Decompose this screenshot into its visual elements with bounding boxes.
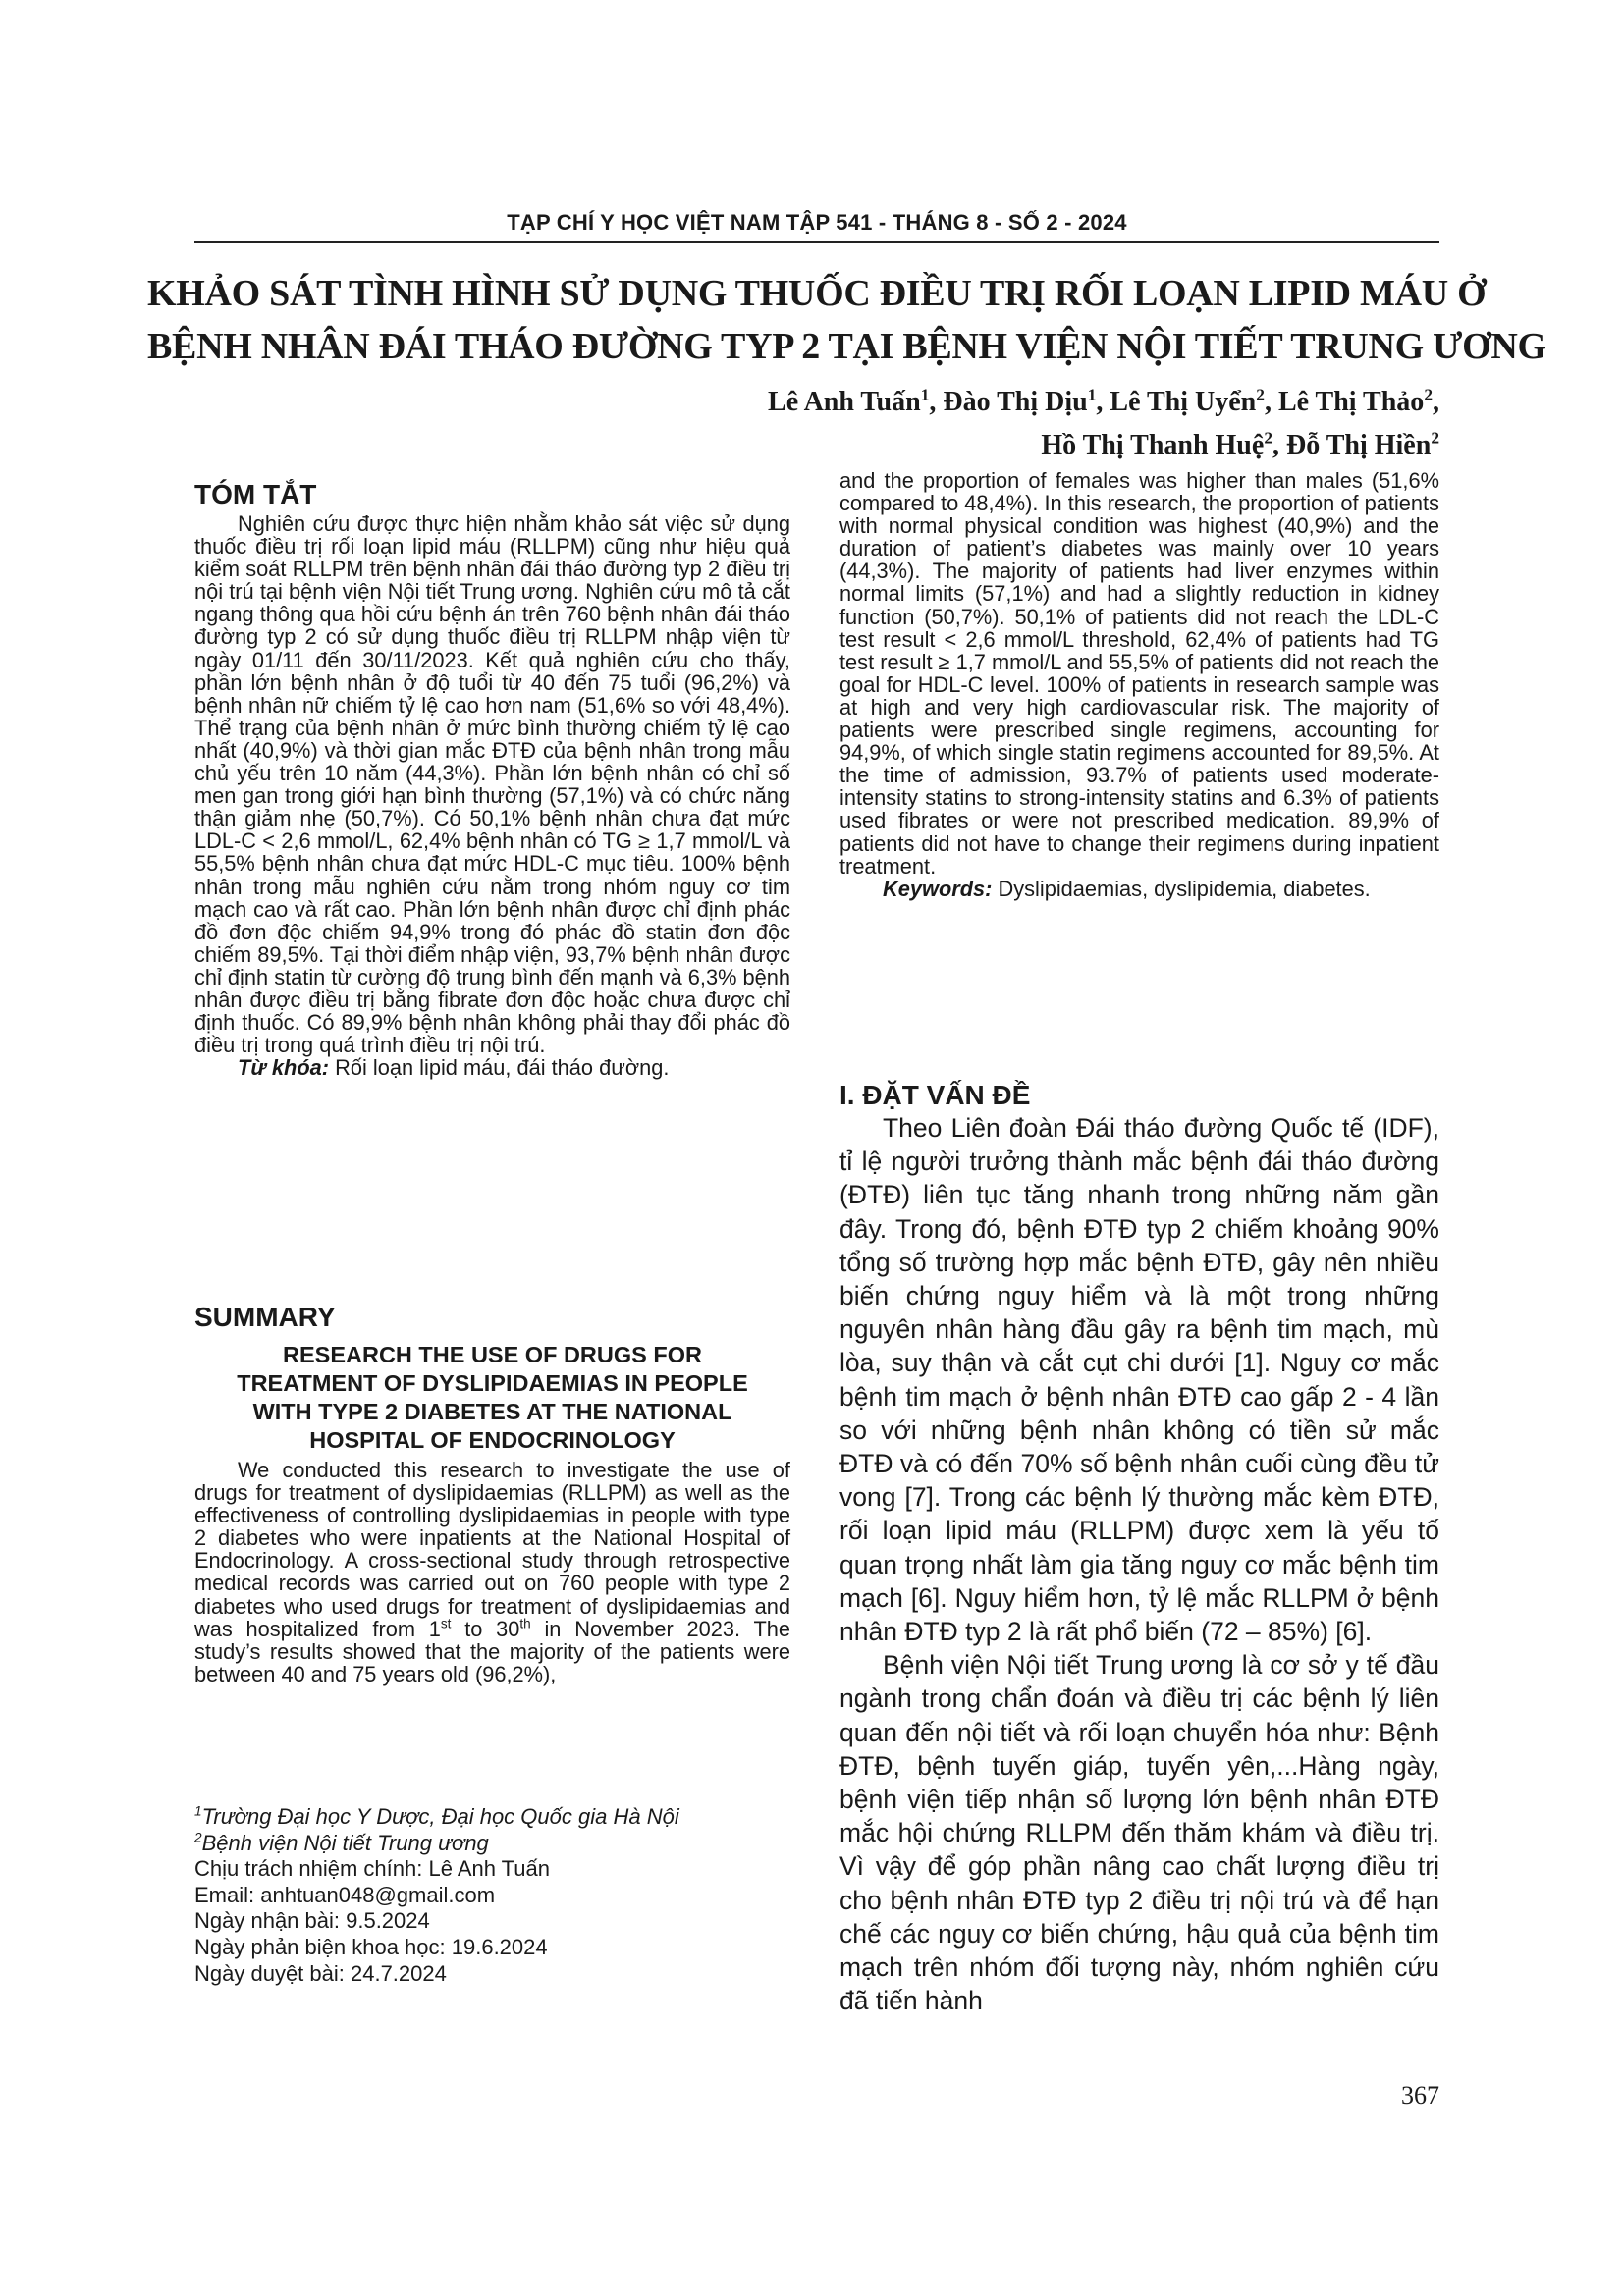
journal-running-header: TẠP CHÍ Y HỌC VIỆT NAM TẬP 541 - THÁNG 8 - SỐ 2 - 2024 — [507, 210, 1127, 235]
superscript: st — [440, 1616, 452, 1631]
page-number: 367 — [1401, 2081, 1439, 2109]
summary-body-right — [839, 469, 1439, 900]
affiliation-text: Bệnh viện Nội tiết Trung ương — [201, 1830, 489, 1855]
summary-title-line: WITH TYPE 2 DIABETES AT THE NATIONAL — [252, 1399, 732, 1424]
abstract-vi-body: Nghiên cứu được thực hiện nhằm khảo sát việc sử dụng thuốc điều trị rối loạn lipid máu (RLLPM) cũng như hiệu quả kiểm soát RLLPM trên bệnh nhân đái tháo đường typ 2 điều trị nội trú tại bệnh viện Nội tiết Trung ương. Nghiên cứu mô tả cắt ngang thông qua hồi cứu bệnh án trên 760 bệnh nhân đái tháo đường typ 2 có sử dụng thuốc điều trị RLLPM nhập viện từ ngày 01/11 đến 30/11/2023. Kết quả nghiên cứu cho thấy, phần lớn bệnh nhân ở độ tuổi từ 40 đến 75 tuổi (96,2%) và bệnh nhân nữ chiếm tỷ lệ cao hơn nam (51,6% so với 48,4%). Thể trạng của bệnh nhân ở mức bình thường chiếm tỷ lệ cao nhất (40,9%) và thời gian mắc ĐTĐ của bệnh nhân trong mẫu chủ yếu trên 10 năm (44,3%). Phần lớn bệnh nhân có chỉ số men gan trong giới hạn bình thường (57,1%) và có chức năng thận giảm nhẹ (50,7%). Có 50,1% bệnh nhân chưa đạt mức LDL-C < 2,6 mmol/L, 62,4% bệnh nhân có TG ≥ 1,7 mmol/L và 55,5% bệnh nhân chưa đạt mức HDL-C mục tiêu. 100% bệnh nhân trong mẫu nghiên cứu nằm trong nhóm nguy cơ tim mạch cao và rất cao. Phần lớn bệnh nhân được chỉ định phác đồ đơn độc chiếm 94,9% trong đó phác đồ statin đơn độc chiếm 89,5%. Tại thời điểm nhập viện, 93,7% bệnh nhân được chỉ định statin từ cường độ trung bình đến mạnh và 6,3% bệnh nhân được điều trị bằng fibrate đơn độc hoặc chưa được chỉ định thuốc. Có 89,9% bệnh nhân không phải thay đổi phác đồ điều trị trong quá trình điều trị nội trú. — [194, 511, 790, 1058]
author-line-end: , — [1433, 387, 1439, 417]
affiliation-mark: 1 — [194, 1803, 202, 1819]
summary-heading: SUMMARY — [194, 1302, 336, 1332]
author-name: Đào Thị Dịu — [943, 387, 1088, 417]
abstract-vi — [194, 512, 790, 1079]
author-separator: , — [1272, 430, 1286, 460]
summary-text: We conducted this research to investigate the use of drugs for treatment of dyslipidaemias (RLLPM) as well as the effectiveness of controlling dyslipidaemias in people with type 2 diabetes who were inpatients at the National Hospital of Endocrinology. A cross-sectional study through retrospective medical records was carried out on 760 people with type 2 diabetes who used drugs for treatment of dyslipidaemias and was hospitalized from 1 — [194, 1458, 790, 1641]
date-received: Ngày nhận bài: 9.5.2024 — [194, 1908, 430, 1934]
date-reviewed: Ngày phản biện khoa học: 19.6.2024 — [194, 1934, 548, 1959]
affiliation-mark: 1 — [920, 385, 930, 404]
intro-body — [839, 1111, 1439, 2017]
affiliation-mark: 2 — [194, 1830, 202, 1845]
affiliation-2 — [194, 1831, 803, 1857]
abstract-vi-keywords — [194, 1056, 790, 1079]
affiliation-mark: 2 — [1424, 385, 1433, 404]
author-line-2 — [768, 424, 1439, 467]
keywords-text: Rối loạn lipid máu, đái tháo đường. — [329, 1055, 670, 1081]
keywords-label: Keywords: — [883, 876, 993, 901]
author-separator: , — [929, 387, 944, 417]
title-line-1: KHẢO SÁT TÌNH HÌNH SỬ DỤNG THUỐC ĐIỀU TRỊ RỐI LOẠN LIPID MÁU Ở — [147, 273, 1487, 314]
summary-title-line: RESEARCH THE USE OF DRUGS FOR — [283, 1342, 702, 1367]
title-line-2: BỆNH NHÂN ĐÁI THÁO ĐƯỜNG TYP 2 TẠI BỆNH VIỆN NỘI TIẾT TRUNG ƯƠNG — [147, 326, 1546, 367]
author-separator: , — [1264, 387, 1278, 417]
abstract-heading: TÓM TẮT — [194, 479, 317, 509]
author-name: Lê Thị Thảo — [1277, 387, 1425, 417]
date-accepted: Ngày duyệt bài: 24.7.2024 — [194, 1960, 447, 1986]
intro-paragraph-2: Bệnh viện Nội tiết Trung ương là cơ sở y tế đầu ngành trong chẩn đoán và điều trị các bệnh lý liên quan đến nội tiết và rối loạn chuyển hóa như: Bệnh ĐTĐ, bệnh tuyến giáp, tuyến yên,...Hàng ngày, bệnh viện tiếp nhận số lượng lớn bệnh nhân ĐTĐ mắc hội chứng RLLPM đến thăm khám và điều trị. Vì vậy để góp phần nâng cao chất lượng điều trị cho bệnh nhân ĐTĐ typ 2 điều trị nội trú và để hạn chế các nguy cơ biến chứng, hậu quả của bệnh tim mạch trên nhóm đối tượng này, nhóm nghiên cứu đã tiến hành — [839, 1650, 1439, 2016]
affiliation-1 — [194, 1804, 803, 1831]
author-list — [768, 381, 1439, 467]
header-divider — [194, 241, 1439, 243]
summary-body-left — [194, 1459, 790, 1685]
affiliation-mark: 2 — [1264, 428, 1272, 448]
summary-paragraph-continued: and the proportion of females was higher than males (51,6% compared to 48,4%). In this research, the proportion of patients with normal physical condition was highest (40,9%) and the duration of patient’s diabetes was mainly over 10 years (44,3%). The majority of patients had liver enzymes within normal limits (57,1%) and had a slightly reduction in kidney function (50,7%). 50,1% of patients did not reach the LDL-C test result < 2,6 mmol/L threshold, 62,4% of patients had TG test result ≥ 1,7 mmol/L and 55,5% of patients did not reach the goal for HDL-C level. 100% of patients in research sample was at high and very high cardiovascular risk. The majority of patients were prescribed single regimens, accounting for 94,9%, of which single statin regimens accounted for 89,5%. At the time of admission, 93.7% of patients used moderate-intensity statins to strong-intensity statins and 6.3% of patients used fibrates or were not prescribed medication. 89,9% of patients did not have to change their regimens during inpatient treatment. — [839, 468, 1439, 879]
affiliation-mark: 1 — [1087, 385, 1097, 404]
intro-paragraph-1: Theo Liên đoàn Đái tháo đường Quốc tế (IDF), tỉ lệ người trưởng thành mắc bệnh đái tháo đường (ĐTĐ) liên tục tăng nhanh trong những năm gần đây. Trong đó, bệnh ĐTĐ typ 2 chiếm khoảng 90% tổng số trường hợp mắc bệnh ĐTĐ, gây nên nhiều biến chứng nguy hiểm và là một trong những nguyên nhân hàng đầu gây ra bệnh tim mạch, mù lòa, suy thận và cắt cụt chi dưới [1]. Nguy cơ mắc bệnh tim mạch ở bệnh nhân ĐTĐ cao gấp 2 - 4 lần so với những bệnh nhân không có tiền sử mắc ĐTĐ và có đến 70% số bệnh nhân cuối cùng đều tử vong [7]. Trong các bệnh lý thường mắc kèm ĐTĐ, rối loạn lipid máu (RLLPM) được xem là yếu tố quan trọng nhất làm gia tăng nguy cơ mắc bệnh tim mạch [6]. Nguy hiểm hơn, tỷ lệ mắc RLLPM ở bệnh nhân ĐTĐ typ 2 là rất phổ biến (72 – 85%) [6]. — [839, 1113, 1439, 1647]
author-email: Email: anhtuan048@gmail.com — [194, 1882, 496, 1907]
author-line-1 — [768, 381, 1439, 424]
corresponding-author: Chịu trách nhiệm chính: Lê Anh Tuấn — [194, 1856, 551, 1882]
author-name: Hồ Thị Thanh Huệ — [1041, 430, 1265, 460]
affiliation-mark: 2 — [1256, 385, 1265, 404]
author-separator: , — [1096, 387, 1110, 417]
author-name: Đỗ Thị Hiền — [1286, 430, 1432, 460]
summary-text: to 30 — [451, 1616, 520, 1641]
keywords-text: Dyslipidaemias, dyslipidemia, diabetes. — [992, 876, 1371, 901]
author-name: Lê Anh Tuấn — [768, 387, 921, 417]
author-name: Lê Thị Uyển — [1110, 387, 1257, 417]
summary-text: in November 2023. The study’s results showed that the majority of the patients were between 40 and 75 years old (96,2%), — [194, 1616, 790, 1686]
intro-heading: I. ĐẶT VẤN ĐỀ — [839, 1080, 1031, 1110]
affiliation-mark: 2 — [1431, 428, 1439, 448]
footnotes — [194, 1804, 803, 1987]
summary-title — [194, 1341, 790, 1455]
superscript: th — [519, 1616, 531, 1631]
summary-title-line: HOSPITAL OF ENDOCRINOLOGY — [309, 1427, 676, 1453]
keywords-label: Từ khóa: — [238, 1055, 330, 1081]
affiliation-text: Trường Đại học Y Dược, Đại học Quốc gia Hà Nội — [201, 1804, 679, 1829]
summary-title-line: TREATMENT OF DYSLIPIDAEMIAS IN PEOPLE — [237, 1370, 748, 1396]
summary-paragraph — [194, 1459, 790, 1685]
summary-keywords — [839, 878, 1439, 900]
article-title — [147, 267, 1546, 373]
